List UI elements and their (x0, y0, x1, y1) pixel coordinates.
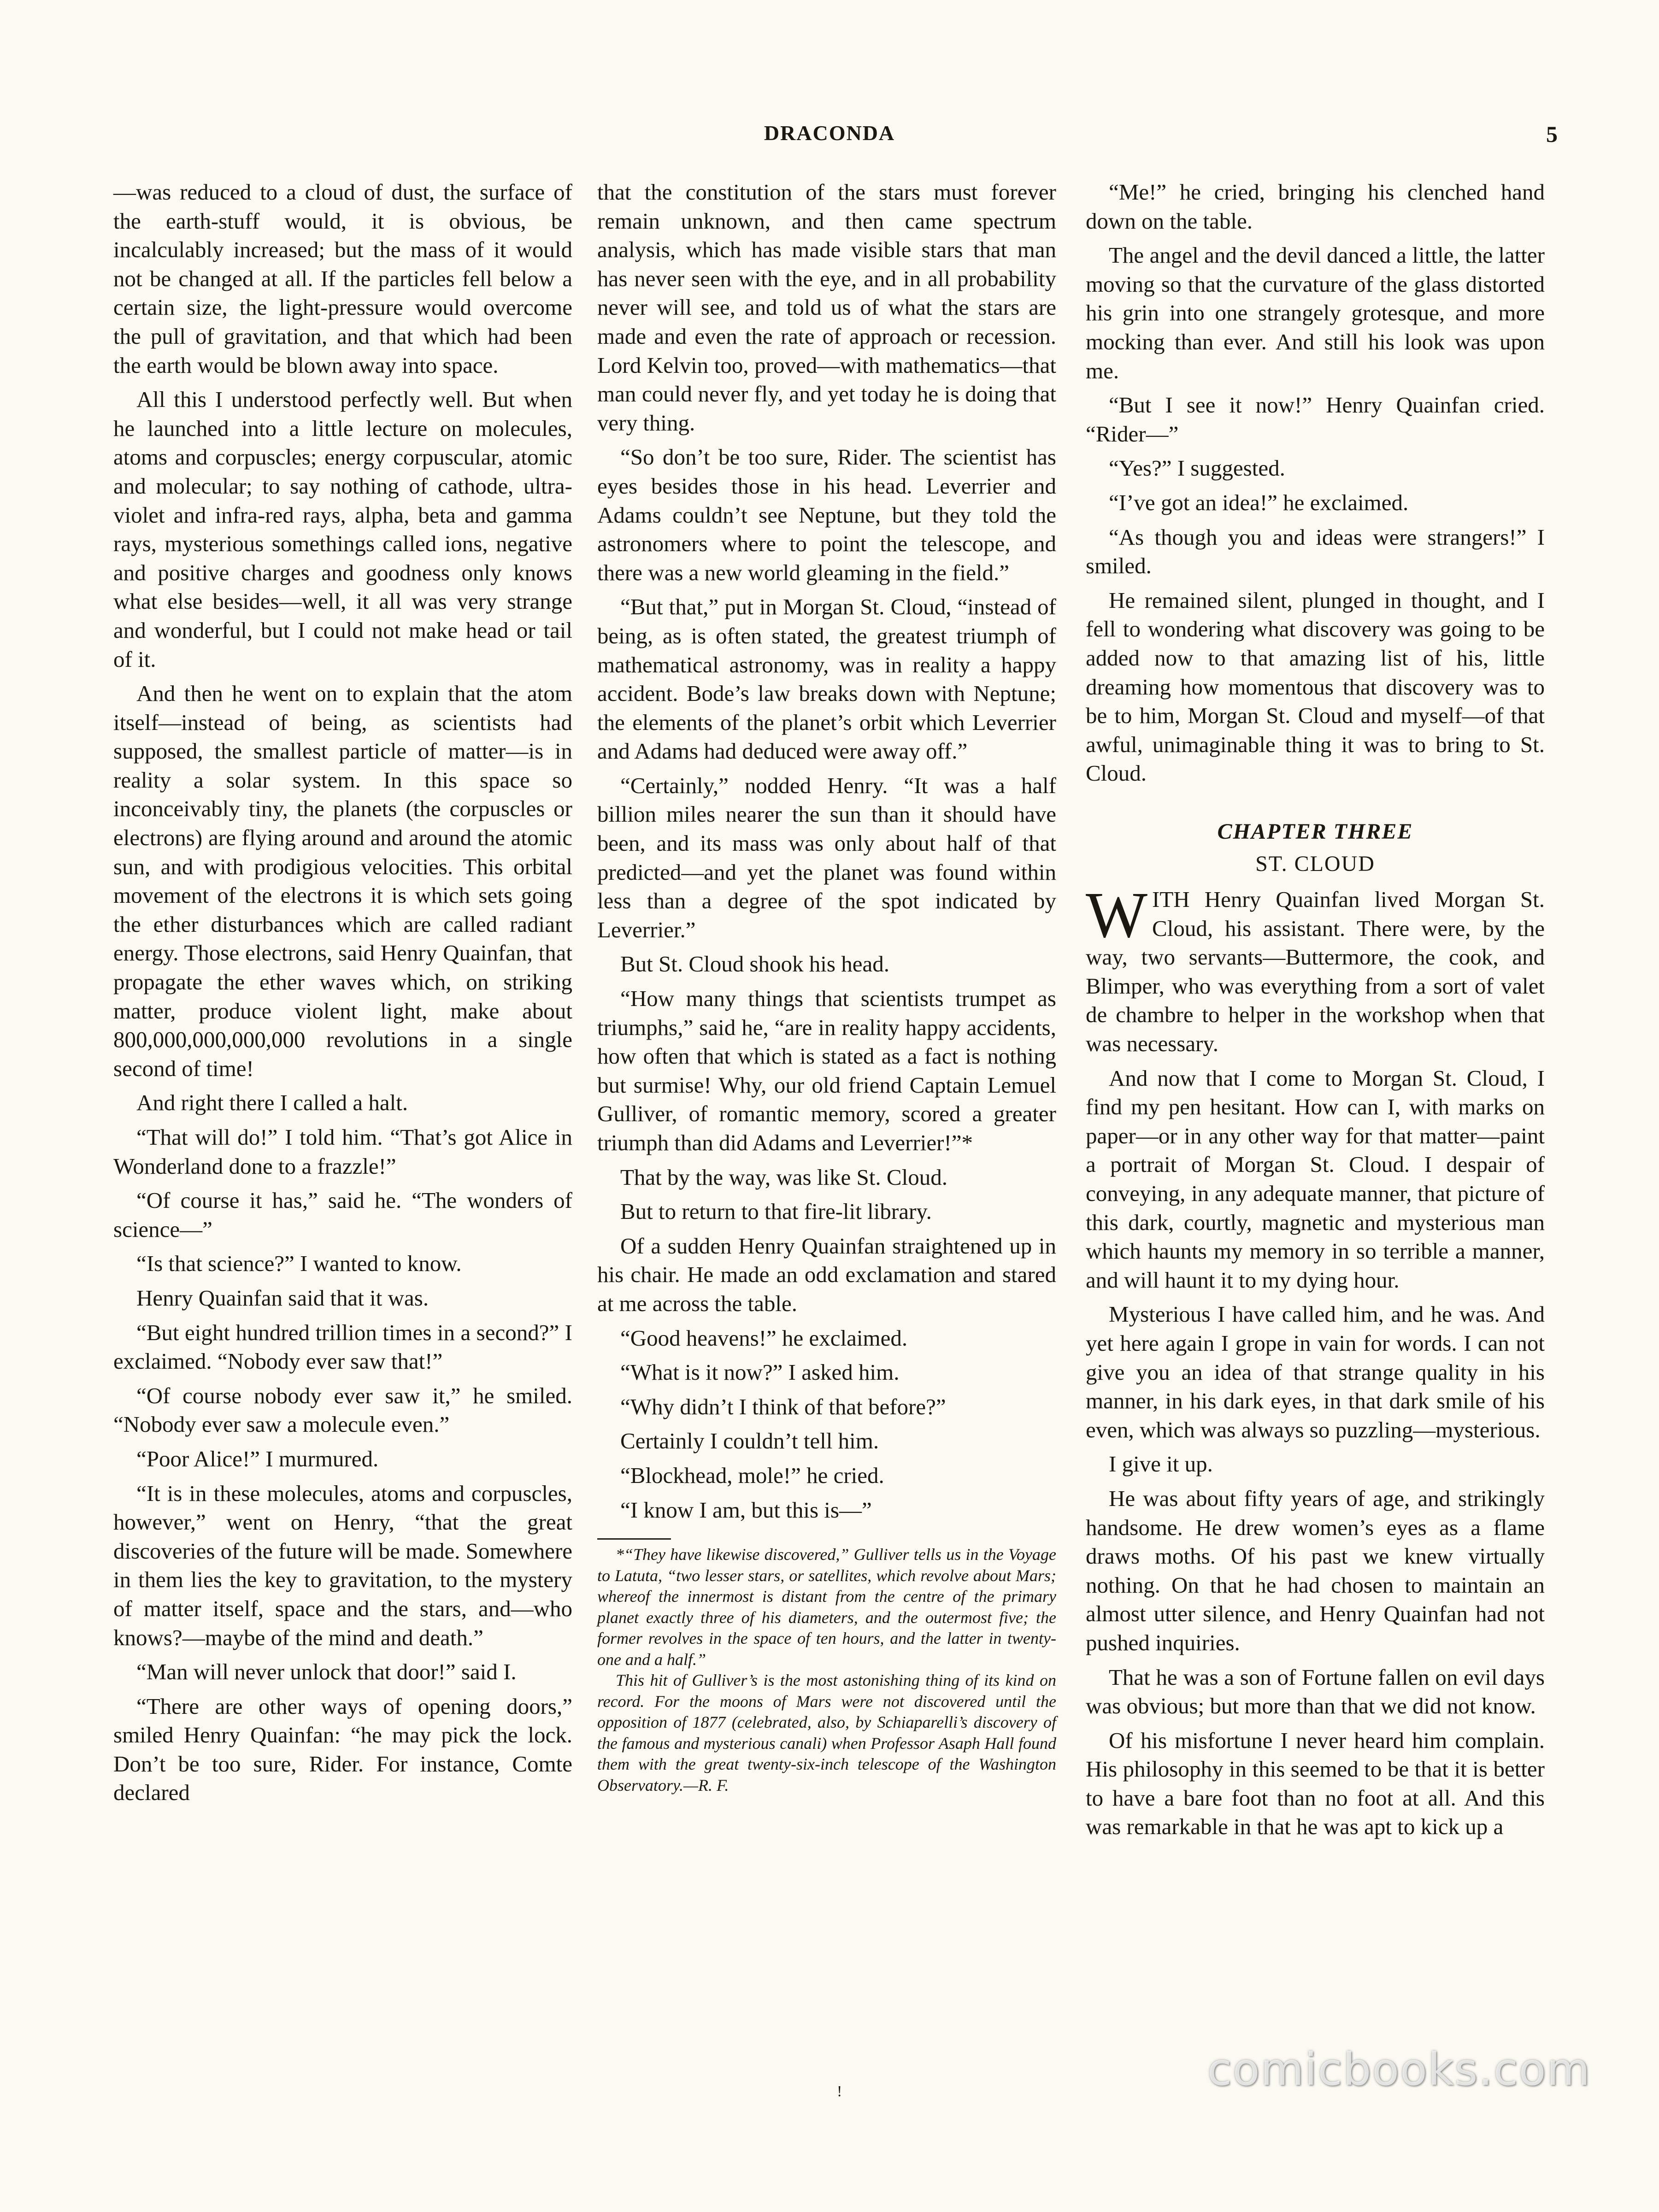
chapter-title: CHAPTER THREE (1217, 819, 1413, 844)
body-paragraph: Henry Quainfan said that it was. (136, 1285, 429, 1311)
body-paragraph: But to return to that fire-lit library. (620, 1199, 932, 1224)
body-paragraph: “It is in these molecules, atoms and corpuscles, however,” went on Henry, “that the great discoveries of the future will be made. Somewhere in them lies the key to gravitation, to the mystery of matter itself, space and the stars, and—who knows?—maybe of the mind and death.” (113, 1480, 573, 1650)
body-paragraph: “Why didn’t I think of that before?” (620, 1394, 946, 1419)
body-paragraph: That by the way, was like St. Cloud. (620, 1164, 947, 1190)
body-paragraph: “As though you and ideas were strangers!” I smiled. (1086, 524, 1545, 579)
opening-text: ITH Henry Quainfan lived Morgan St. Cloud, his assistant. There were, by the way, two servants—Buttermore, the cook, and Blimper, who was everything from a sort of valet de chambre to helper in the workshop when that was necessary. (1086, 887, 1545, 1057)
body-paragraph: “There are other ways of opening doors,” smiled Henry Quainfan: “he may pick the lock. Don’t be too sure, Rider. For instance, Comte declared (113, 1693, 572, 1806)
site-watermark: comicbooks.com (1207, 2044, 1591, 2095)
body-paragraph: that the constitution of the stars must forever remain unknown, and then came spectrum analysis, which has made visible stars that man has never seen with the eye, and in all probability never will see, and told us of what the stars are made and even the rate of approach or recession. Lord Kelvin too, proved—with mathematics—that man could never fly, and yet today he is doing that very thing. (597, 179, 1056, 435)
body-paragraph: “Man will never unlock that door!” said I. (136, 1659, 517, 1685)
chapter-subtitle: ST. CLOUD (1255, 852, 1375, 877)
body-paragraph: “I’ve got an idea!” he exclaimed. (1109, 489, 1409, 515)
footnote (597, 1544, 1056, 1796)
text-column-2 (597, 178, 1056, 1796)
body-paragraph: “What is it now?” I asked him. (620, 1359, 900, 1385)
footnote-rule (597, 1538, 671, 1540)
body-paragraph: “Me!” he cried, bringing his clenched hand down on the table. (1086, 179, 1545, 234)
body-paragraph: I give it up. (1109, 1451, 1213, 1477)
footnote-paragraph: This hit of Gulliver’s is the most astonishing thing of its kind on record. For the moons of Mars were not discovered until the opposition of 1877 (celebrated, also, by Schiaparelli’s discovery of the famous and mysterious canali) when Professor Asaph Hall found them with the great twenty-six-inch telescope of the Washington Observatory.—R. F. (597, 1671, 1056, 1794)
column-3-body (1086, 178, 1545, 788)
body-paragraph: “But I see it now!” Henry Quainfan cried. “Rider—” (1086, 392, 1545, 447)
body-paragraph: “How many things that scientists trumpet as triumphs,” said he, “are in reality happy accidents, how often that which is stated as a fact is nothing but surmise! Why, our old friend Captain Lemuel Gulliver, of romantic memory, scored a greater triumph than did Adams and Leverrier!”* (597, 986, 1056, 1155)
body-paragraph: “Is that science?” I wanted to know. (136, 1251, 462, 1277)
body-paragraph: And now that I come to Morgan St. Cloud, I find my pen hesitant. How can I, with marks on paper—or in any other way for that matter—paint a portrait of Morgan St. Cloud. I despair of conveying, in any adequate manner, that picture of this dark, courtly, magnetic and mysterious man which haunts my memory in so terrible a manner, and will haunt it to my dying hour. (1086, 1065, 1545, 1293)
text-column-1 (113, 178, 572, 1813)
column-2-body (597, 178, 1056, 1524)
body-paragraph: “That will do!” I told him. “That’s got Alice in Wonderland done to a frazzle!” (113, 1124, 572, 1179)
body-paragraph: Certainly I couldn’t tell him. (620, 1428, 879, 1454)
body-paragraph: “But that,” put in Morgan St. Cloud, “instead of being, as is often stated, the greatest triumph of mathematical astronomy, was in reality a happy accident. Bode’s law breaks down with Neptune; the elements of the planet’s orbit which Leverrier and Adams had deduced were away off.” (597, 594, 1056, 764)
body-paragraph: “Of course it has,” said he. “The wonders of science—” (113, 1188, 572, 1242)
body-paragraph: “Certainly,” nodded Henry. “It was a half billion miles nearer the sun than it should have been, and its mass was only about half of that predicted—and yet the planet was found within less than a degree of the spot indicated by Leverrier.” (597, 772, 1056, 942)
body-paragraph: “Of course nobody ever saw it,” he smiled. “Nobody ever saw a molecule even.” (113, 1382, 572, 1437)
body-paragraph: “Poor Alice!” I murmured. (136, 1446, 379, 1471)
body-paragraph: “I know I am, but this is—” (620, 1497, 872, 1523)
body-paragraph: He remained silent, plunged in thought, and I fell to wondering what discovery was going to be added now to that amazing list of his, little dreaming how momentous that discovery was to be to him, Morgan St. Cloud and myself—of that awful, unimaginable thing it was to bring to St. Cloud. (1086, 587, 1545, 786)
body-paragraph: Of a sudden Henry Quainfan straightened up in his chair. He made an odd exclamation and stared at me across the table. (597, 1233, 1056, 1316)
body-paragraph: “But eight hundred trillion times in a second?” I exclaimed. “Nobody ever saw that!” (113, 1319, 572, 1374)
body-paragraph: “Yes?” I suggested. (1109, 455, 1285, 481)
body-paragraph: That he was a son of Fortune fallen on evil days was obvious; but more than that we did not know. (1086, 1664, 1545, 1719)
body-paragraph: He was about fifty years of age, and strikingly handsome. He drew women’s eyes as a flame draws moths. Of his past we knew virtually nothing. On that he had chosen to maintain an almost utter silence, and Henry Quainfan had not pushed inquiries. (1086, 1485, 1545, 1655)
body-paragraph: —was reduced to a cloud of dust, the surface of the earth-stuff would, it is obvious, be incalculably increased; but the mass of it would not be changed at all. If the particles fell below a certain size, the light-pressure would overcome the pull of gravitation, and that which had been the earth would be blown away into space. (113, 179, 572, 378)
body-paragraph: “Good heavens!” he exclaimed. (620, 1325, 908, 1351)
body-paragraph: Mysterious I have called him, and he was. And yet here again I grope in vain for words. I can not give you an idea of that strange quality in his manner, in his dark eyes, in that dark smile of his even, which was always so puzzling—mysterious. (1086, 1301, 1545, 1442)
body-paragraph: But St. Cloud shook his head. (620, 951, 889, 977)
running-title: DRACONDA (764, 121, 895, 145)
footnote-paragraph: *“They have likewise discovered,” Gulliver tells us in the Voyage to Latuta, “two lesser stars, or satellites, which revolve about Mars; whereof the innermost is distant from the centre of the primary planet exactly three of his diameters, and the outermost five; the former revolves in the space of ten hours, and the latter in twenty-one and a half.” (597, 1545, 1056, 1669)
stray-mark: ! (837, 2083, 842, 2100)
body-paragraph: And right there I called a halt. (136, 1090, 408, 1116)
drop-cap: W (1086, 878, 1148, 952)
body-paragraph: All this I understood perfectly well. But when he launched into a little lecture on molecules, atoms and corpuscles; energy corpuscular, atomic and molecular; to say nothing of cathode, ultra-violet and infra-red rays, alpha, beta and gamma rays, mysterious somethings called ions, negative and positive charges and goodness only knows what else besides—well, it all was very strange and wonderful, but I could not make head or tail of it. (113, 387, 572, 672)
body-paragraph: “Blockhead, mole!” he cried. (620, 1462, 884, 1488)
body-paragraph: “So don’t be too sure, Rider. The scientist has eyes besides those in his head. Leverrier and Adams couldn’t see Neptune, but they told the astronomers where to point the telescope, and there was a new world gleaming in the field.” (597, 444, 1056, 585)
body-paragraph: The angel and the devil danced a little, the latter moving so that the curvature of the glass distorted his grin into one strangely grotesque, and more mocking than ever. And still his look was upon me. (1086, 242, 1545, 383)
page-number: 5 (1546, 121, 1558, 147)
text-column-3 (1086, 178, 1545, 1847)
body-paragraph: Of his misfortune I never heard him complain. His philosophy in this seemed to be that it is better to have a bare foot than no foot at all. And this was remarkable in that he was apt to kick up a (1086, 1727, 1545, 1840)
chapter-opening-paragraph (1086, 878, 1545, 1059)
chapter-body (1086, 1064, 1545, 1841)
body-paragraph: And then he went on to explain that the atom itself—instead of being, as scientists had supposed, the smallest particle of matter—is in reality a solar system. In this space so inconceivably tiny, the planets (the corpuscles or electrons) are flying around and around the atomic sun, and with prodigious velocities. This orbital movement of the electrons it is which sets going the ether disturbances which are called radiant energy. Those electrons, said Henry Quainfan, that propagate the ether waves which, on striking matter, produce violent light, make about 800,000,000,000,000 revolutions in a single second of time! (113, 681, 572, 1081)
